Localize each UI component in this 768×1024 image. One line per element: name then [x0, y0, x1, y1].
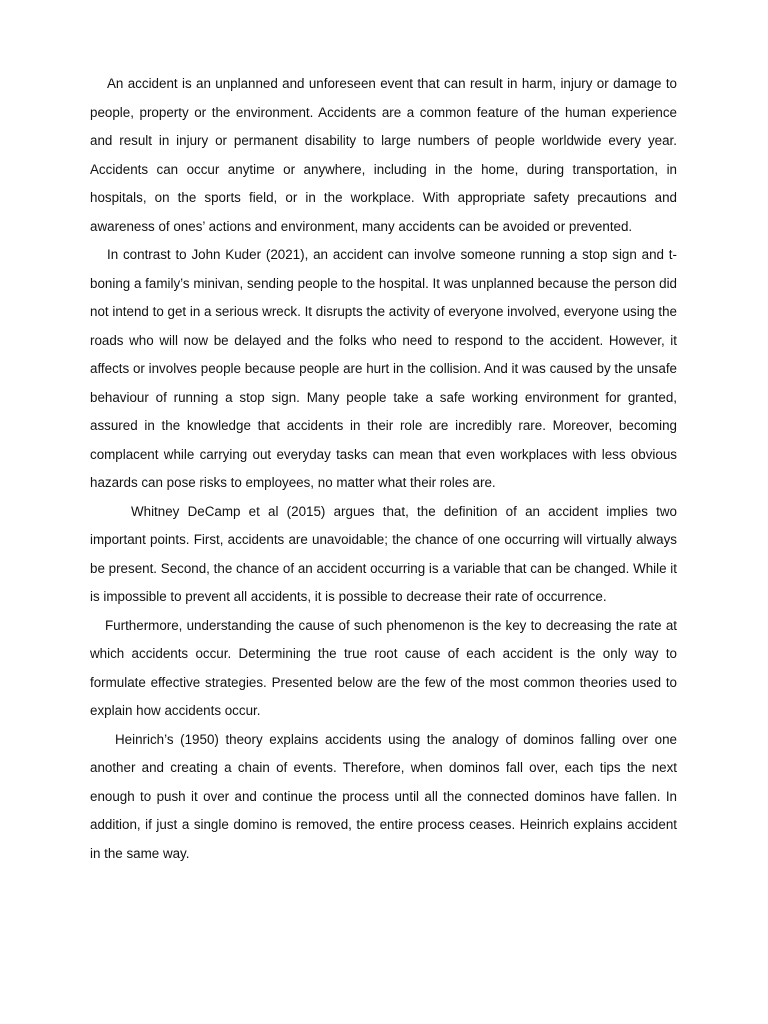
document-body	[90, 70, 677, 868]
paragraph-heinrich-theory: Heinrich’s (1950) theory explains accidents using the analogy of dominos falling over one another and creating a chain of events. Therefore, when dominos fall over, each tips the next enough to push it over and continue the process until all the connected dominos have fallen. In addition, if just a single domino is removed, the entire process ceases. Heinrich explains accident in the same way.	[90, 731, 677, 861]
paragraph-accident-definition: An accident is an unplanned and unforeseen event that can result in harm, injury or damage to people, property or the environment. Accidents are a common feature of the human experience and result in injury or permanent disability to large numbers of people worldwide every year. Accidents can occur anytime or anywhere, including in the home, during transportation, in hospitals, on the sports field, or in the workplace. With appropriate safety precautions and awareness of ones’ actions and environment, many accidents can be avoided or prevented.	[90, 76, 677, 234]
paragraph-root-cause: Furthermore, understanding the cause of such phenomenon is the key to decreasing the rate at which accidents occur. Determining the true root cause of each accident is the only way to formulate effective strategies. Presented below are the few of the most common theories used to explain how accidents occur.	[90, 617, 677, 718]
paragraph-whitney-decamp: Whitney DeCamp et al (2015) argues that, the definition of an accident implies two important points. First, accidents are unavoidable; the chance of one occurring will virtually always be present. Second, the chance of an accident occurring is a variable that can be changed. While it is impossible to prevent all accidents, it is possible to decrease their rate of occurrence.	[90, 503, 677, 604]
paragraph-john-kuder: In contrast to John Kuder (2021), an accident can involve someone running a stop sign and t-boning a family’s minivan, sending people to the hospital. It was unplanned because the person did not intend to get in a serious wreck. It disrupts the activity of everyone involved, everyone using the roads who will now be delayed and the folks who need to respond to the accident. However, it affects or involves people because people are hurt in the collision. And it was caused by the unsafe behaviour of running a stop sign. Many people take a safe working environment for granted, assured in the knowledge that accidents in their role are incredibly rare. Moreover, becoming complacent while carrying out everyday tasks can mean that even workplaces with less obvious hazards can pose risks to employees, no matter what their roles are.	[90, 247, 677, 490]
